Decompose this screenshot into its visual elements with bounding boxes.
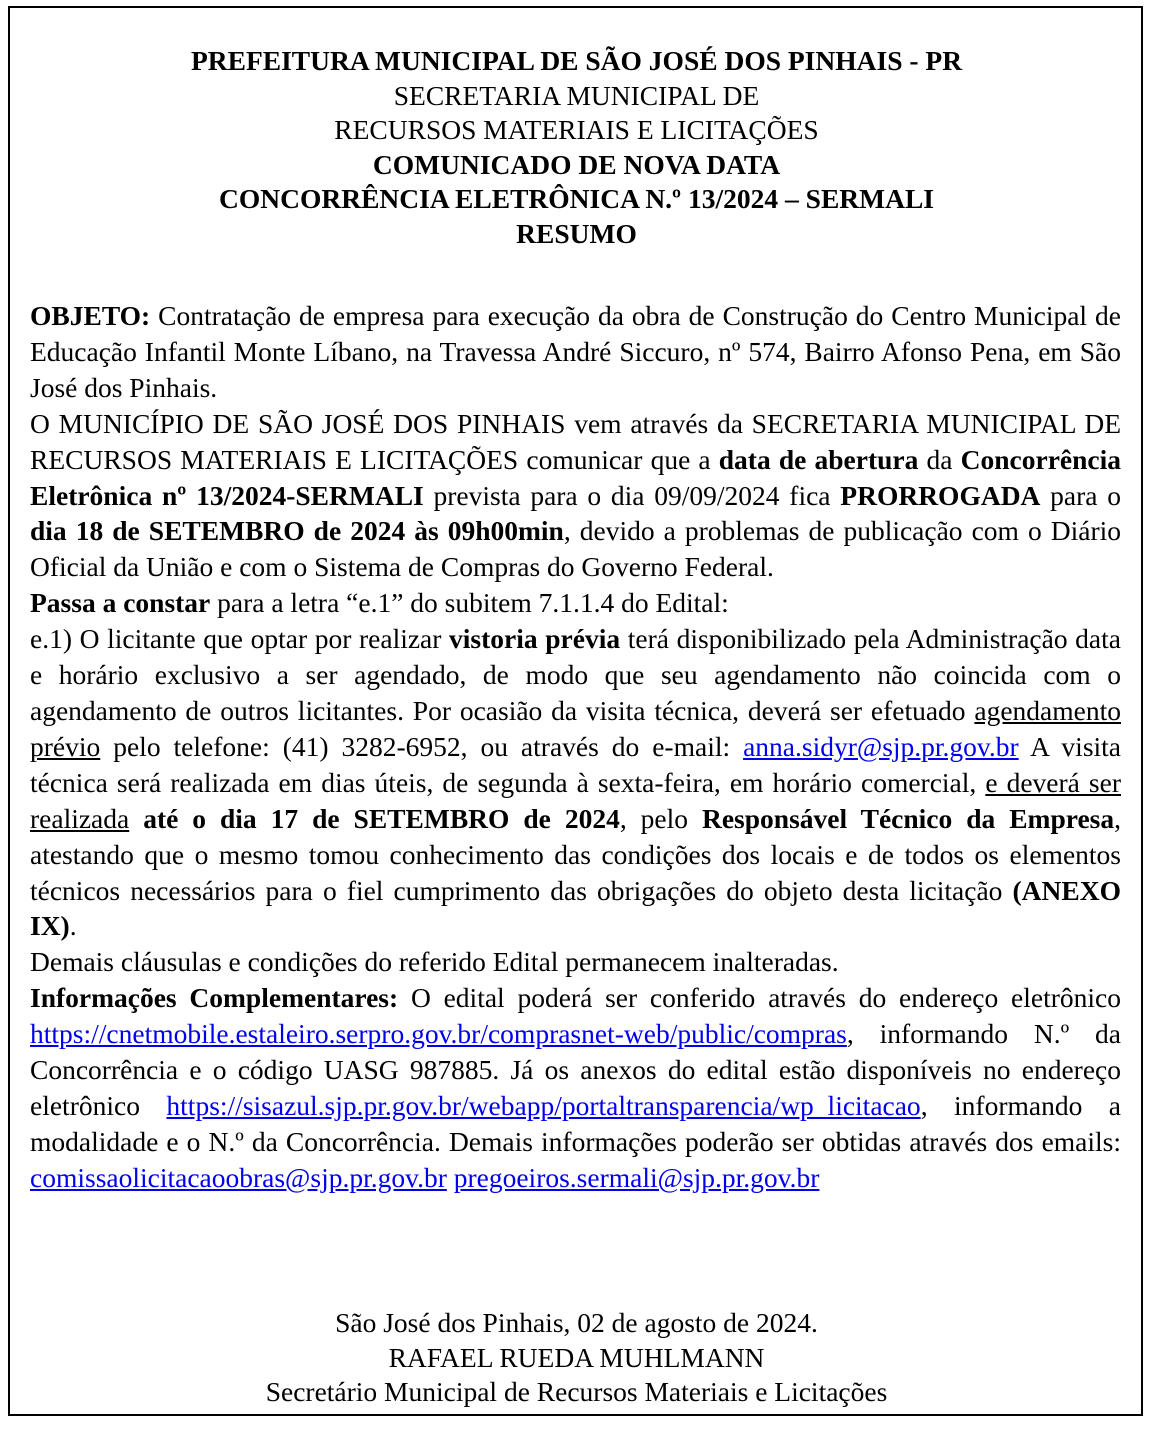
info-paragraph (30, 980, 1121, 1195)
demais-paragraph: Demais cláusulas e condições do referido Edital permanecem inalteradas. (30, 946, 839, 978)
comunicado-title: COMUNICADO DE NOVA DATA (372, 148, 781, 180)
document-body (30, 298, 1121, 1196)
info-label: Informações Complementares: (30, 982, 399, 1014)
comunicado-text: O MUNICÍPIO DE SÃO JOSÉ DOS PINHAIS vem através da SECRETARIA MUNICIPAL DE RECURSOS MATERIAIS E LICITAÇÕES comunicar que a (30, 407, 1121, 475)
email-link-anna[interactable]: anna.sidyr@sjp.pr.gov.br (743, 730, 1019, 762)
e1-text: A visita técnica será realizada em dias úteis, de segunda à sexta-feira, em horário comercial, (30, 730, 1122, 798)
signature-date: São José dos Pinhais, 02 de agosto de 2024. (335, 1307, 818, 1338)
signatory-role: Secretário Municipal de Recursos Materiais e Licitações (265, 1376, 888, 1407)
email-link-comissao[interactable]: comissaolicitacaoobras@sjp.pr.gov.br (30, 1161, 447, 1193)
objeto-text: Contratação de empresa para execução da obra de Construção do Centro Municipal de Educação Infantil Monte Líbano, na Travessa André Siccuro, nº 574, Bairro Afonso Pena, em São José dos Pinhais. (30, 300, 1121, 403)
agendamento-underline: agendamento prévio (30, 694, 1121, 762)
realizada-underline: e deverá ser realizada (30, 766, 1121, 834)
info-text: , informando a modalidade e o N.º da Concorrência. Demais informações poderão ser obtidas através dos emails: (30, 1089, 1121, 1157)
signatory-name: RAFAEL RUEDA MUHLMANN (388, 1341, 765, 1373)
prazo-vistoria-bold: até o dia 17 de SETEMBRO de 2024 (143, 802, 620, 834)
responsavel-bold: Responsável Técnico da Empresa (701, 802, 1115, 834)
comunicado-text: da (918, 443, 961, 475)
e1-text (129, 803, 143, 834)
concorrencia-title: CONCORRÊNCIA ELETRÔNICA N.º 13/2024 – SERMALI (219, 183, 934, 214)
concorrencia-bold: Concorrência Eletrônica nº 13/2024-SERMALI (30, 443, 1121, 511)
e1-text: , pelo (619, 802, 702, 834)
secretaria-line-2: RECURSOS MATERIAIS E LICITAÇÕES (334, 114, 819, 145)
e1-text: pelo telefone: (41) 3282-6952, ou através do e-mail: (100, 730, 744, 762)
resumo-title: RESUMO (516, 217, 637, 249)
passa-label: Passa a constar (30, 587, 211, 619)
email-link-pregoeiros[interactable]: pregoeiros.sermali@sjp.pr.gov.br (453, 1161, 820, 1193)
e1-paragraph (30, 621, 1121, 944)
document-footer (0, 1306, 1153, 1410)
compras-url-link[interactable]: https://cnetmobile.estaleiro.serpro.gov.br/comprasnet-web/public/compras (30, 1018, 847, 1050)
secretaria-line: SECRETARIA MUNICIPAL DE (393, 79, 760, 111)
anexo-bold: (ANEXO IX) (30, 874, 1121, 942)
passa-paragraph (30, 585, 1121, 621)
e1-text: terá disponibilizado pela Administração data e horário exclusivo a ser agendado, de modo que seu agendamento não coincida com o agendamento de outros licitantes. Por ocasião da visita técnica, deverá ser efetuado (30, 623, 1121, 726)
vistoria-bold: vistoria prévia (449, 623, 621, 655)
passa-text: para a letra “e.1” do subitem 7.1.1.4 do Edital: (210, 587, 729, 619)
prefeitura-title: PREFEITURA MUNICIPAL DE SÃO JOSÉ DOS PINHAIS - PR (190, 45, 963, 76)
info-text (447, 1162, 454, 1193)
e1-text: e.1) O licitante que optar por realizar (30, 623, 450, 655)
info-text: , informando N.º da Concorrência e o código UASG 987885. Já os anexos do edital estão disponíveis no endereço eletrônico (30, 1018, 1121, 1121)
document-header (0, 44, 1153, 251)
nova-data-bold: dia 18 de SETEMBRO de 2024 às 09h00min (30, 515, 564, 547)
comunicado-paragraph (30, 406, 1121, 586)
objeto-label: OBJETO: (30, 300, 151, 331)
comunicado-text: , devido a problemas de publicação com o Diário Oficial da União e com o Sistema de Compras do Governo Federal. (30, 515, 1121, 583)
comunicado-text: prevista para o dia 09/09/2024 fica (423, 479, 841, 511)
prorrogada-bold: PRORROGADA (840, 479, 1041, 511)
data-abertura-bold: data de abertura (718, 443, 919, 475)
objeto-paragraph (30, 298, 1121, 406)
transparencia-url-link[interactable]: https://sisazul.sjp.pr.gov.br/webapp/portaltransparencia/wp_licitacao (166, 1089, 921, 1121)
e1-text: . (69, 910, 77, 942)
comunicado-text: para o (1040, 479, 1122, 511)
info-text: O edital poderá ser conferido através do endereço eletrônico (398, 982, 1121, 1014)
e1-text: , atestando que o mesmo tomou conhecimento das condições dos locais e de todos os elementos técnicos necessários para o fiel cumprimento das obrigações do objeto desta licitação (30, 802, 1121, 906)
